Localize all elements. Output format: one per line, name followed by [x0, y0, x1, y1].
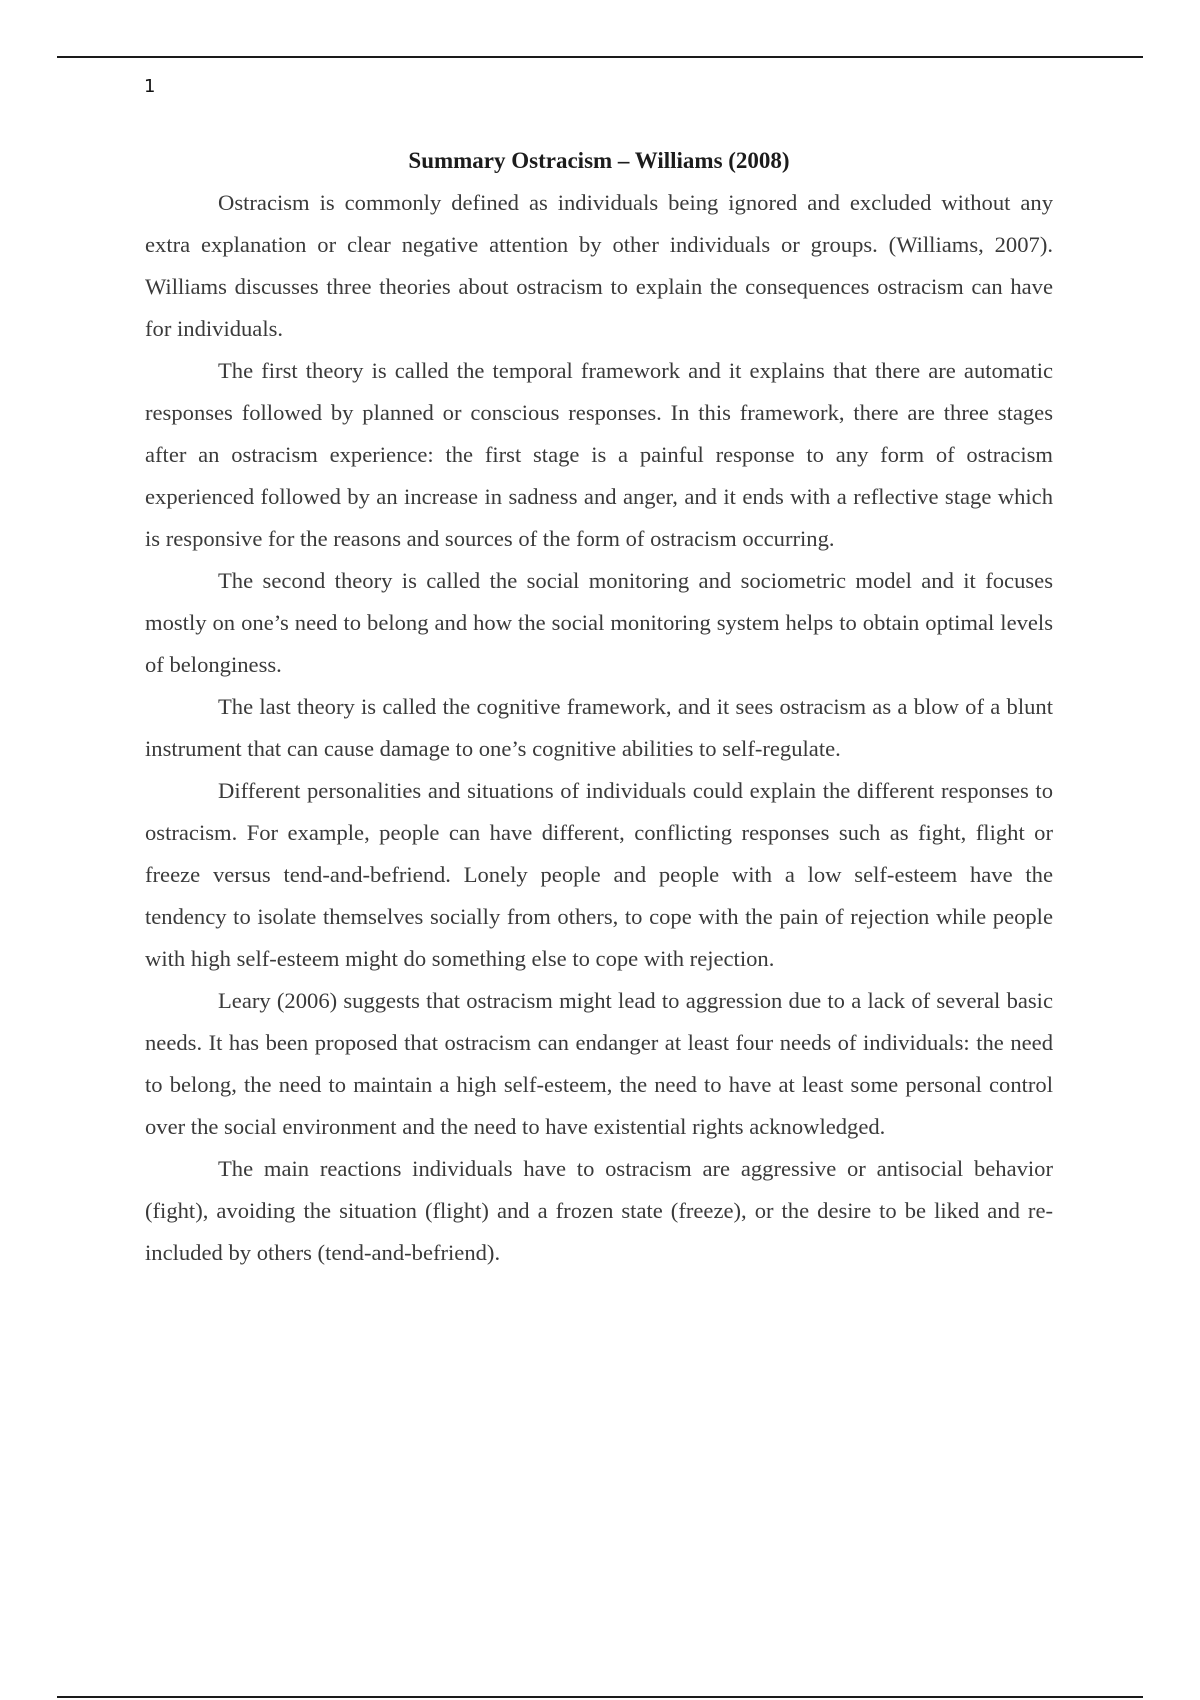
paragraph-temporal-framework: The first theory is called the temporal framework and it explains that there are automatic responses followed by planned or conscious responses. In this framework, there are three stages after an ostracism experience: the first stage is a painful response to any form of ostracism experienced followed by an increase in sadness and anger, and it ends with a reflective stage which is responsive for the reasons and sources of the form of ostracism occurring.: [145, 358, 1053, 551]
bottom-rule: [57, 1696, 1143, 1698]
document-body: [145, 140, 1053, 1274]
paragraph-basic-needs: Leary (2006) suggests that ostracism might lead to aggression due to a lack of several basic needs. It has been proposed that ostracism can endanger at least four needs of individuals: the need to belong, the need to maintain a high self-esteem, the need to have at least some personal control over the social environment and the need to have existential rights acknowledged.: [145, 988, 1053, 1139]
paragraph-sociometric-model: The second theory is called the social monitoring and sociometric model and it focuses mostly on one’s need to belong and how the social monitoring system helps to obtain optimal levels of belonginess.: [145, 568, 1053, 677]
paragraph-personalities: Different personalities and situations of individuals could explain the different responses to ostracism. For example, people can have different, conflicting responses such as fight, flight or freeze versus tend-and-befriend. Lonely people and people with a low self-esteem have the tendency to isolate themselves socially from others, to cope with the pain of rejection while people with high self-esteem might do something else to cope with rejection.: [145, 778, 1053, 971]
paragraph-cognitive-framework: The last theory is called the cognitive framework, and it sees ostracism as a blow of a blunt instrument that can cause damage to one’s cognitive abilities to self-regulate.: [145, 694, 1053, 761]
paragraph-intro: Ostracism is commonly defined as individuals being ignored and excluded without any extra explanation or clear negative attention by other individuals or groups. (Williams, 2007). Williams discusses three theories about ostracism to explain the consequences ostracism can have for individuals.: [145, 190, 1053, 341]
page-number: 1: [144, 76, 156, 97]
top-rule: [57, 56, 1143, 58]
paragraph-main-reactions: The main reactions individuals have to ostracism are aggressive or antisocial behavior (fight), avoiding the situation (flight) and a frozen state (freeze), or the desire to be liked and re-included by others (tend-and-befriend).: [145, 1156, 1053, 1265]
document-title: Summary Ostracism – Williams (2008): [408, 148, 790, 173]
